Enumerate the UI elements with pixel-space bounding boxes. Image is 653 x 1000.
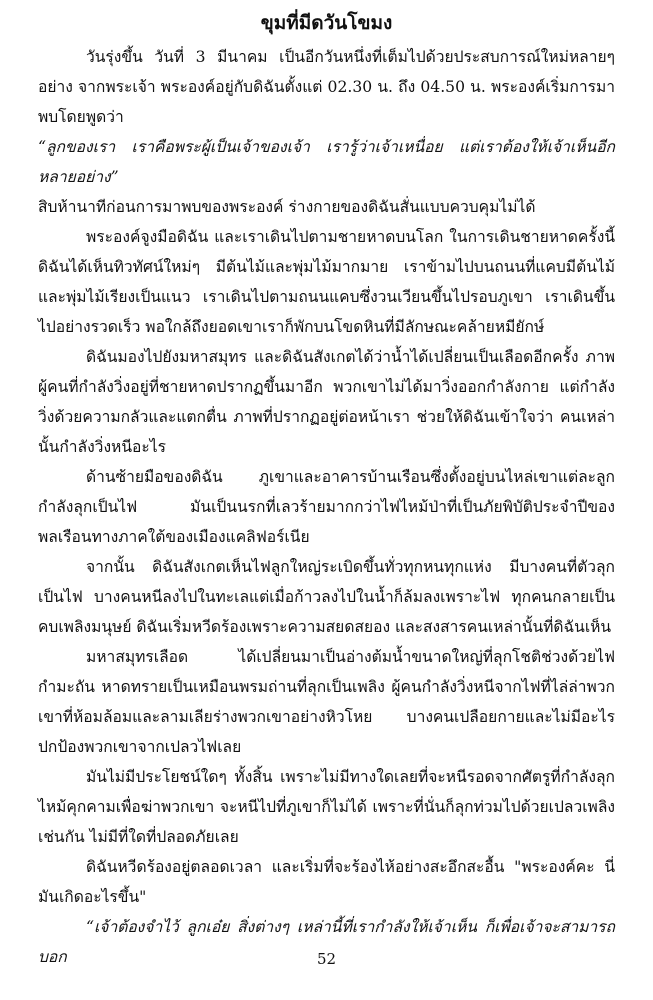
quote-lord-greeting: “ลูกของเรา เราคือพระผู้เป็นเจ้าของเจ้า เรารู้ว่าเจ้าเหนื่อย แต่เราต้องให้เจ้าเห็นอีกหลายอย่าง”: [38, 138, 615, 186]
quote-remember: “เจ้าต้องจำไว้ ลูกเอ๋ย สิ่งต่างๆ เหล่านี้ที่เรากำลังให้เจ้าเห็น ก็เพื่อเจ้าจะสามารถบอก: [38, 918, 615, 966]
paragraph-beach-walk: พระองค์จูงมือดิฉัน และเราเดินไปตามชายหาดบนโลก ในการเดินชายหาดครั้งนี้ ดิฉันได้เห็นทิวทัศน์ใหม่ๆ มีต้นไม้และพุ่มไม้มากมาย เราข้ามไปบนถนนที่แคบมีต้นไม้และพุ่มไม้เรียงเป็นแนว เราเดินไปตามถนนแคบซึ่งวนเวียนขึ้นไปรอบภูเขา เราเดินขึ้นไปอย่างรวดเร็ว พอใกล้ถึงยอดเขาเราก็พักบนโขดหินที่มีลักษณะคล้ายหมียักษ์: [38, 228, 615, 336]
paragraph-fireballs: จากนั้น ดิฉันสังเกตเห็นไฟลูกใหญ่ระเบิดขึ้นทั่วทุกหนทุกแห่ง มีบางคนที่ตัวลุกเป็นไฟ บางคนหนีลงไปในทะเลแต่เมื่อก้าวลงไปในน้ำก็ล้มลงเพราะไฟ ทุกคนกลายเป็นคบเพลิงมนุษย์ ดิฉันเริ่มหวีดร้องเพราะความสยดสยอง และสงสารคนเหล่านั้นที่ดิฉันเห็น: [38, 558, 615, 636]
paragraph-body-shaking: สิบห้านาทีก่อนการมาพบของพระองค์ ร่างกายของดิฉันสั่นแบบควบคุมไม่ได้: [38, 198, 536, 216]
page-title: ขุมที่มีดวันโขมง: [260, 12, 393, 34]
paragraph-ocean-blood: ดิฉันมองไปยังมหาสมุทร และดิฉันสังเกตได้ว่าน้ำได้เปลี่ยนเป็นเลือดอีกครั้ง ภาพผู้คนที่กำลังวิ่งอยู่ที่ชายหาดปรากฏขึ้นมาอีก พวกเขาไม่ได้มาวิ่งออกกำลังกาย แต่กำลังวิ่งด้วยความกลัวและแตกตื่น ภาพที่ปรากฏอยู่ต่อหน้าเรา ช่วยให้ดิฉันเข้าใจว่า คนเหล่านั้นกำลังวิ่งหนีอะไร: [38, 348, 615, 456]
paragraph-mountains-fire: ด้านซ้ายมือของดิฉัน ภูเขาและอาคารบ้านเรือนซึ่งตั้งอยู่บนไหล่เขาแต่ละลูกกำลังลุกเป็นไฟ มันเป็นนรกที่เลวร้ายมากกว่าไฟไหม้ป่าที่เป็นภัยพิบัติประจำปีของพลเรือนทางภาคใต้ของเมืองแคลิฟอร์เนีย: [38, 468, 615, 546]
page-number: 52: [316, 950, 337, 968]
paragraph-no-escape: มันไม่มีประโยชน์ใดๆ ทั้งสิ้น เพราะไม่มีทางใดเลยที่จะหนีรอดจากศัตรูที่กำลังลุกไหม้คุกคามเพื่อฆ่าพวกเขา จะหนีไปที่ภูเขาก็ไม่ได้ เพราะที่นั่นก็ลุกท่วมไปด้วยเปลวเพลิงเช่นกัน ไม่มีที่ใดที่ปลอดภัยเลย: [38, 768, 615, 846]
paragraph-screaming: ดิฉันหวีดร้องอยู่ตลอดเวลา และเริ่มที่จะร้องไห้อย่างสะอึกสะอื้น "พระองค์คะ นี่มันเกิดอะไรขึ้น": [38, 858, 615, 906]
paragraph-ocean-cauldron: มหาสมุทรเลือด ได้เปลี่ยนมาเป็นอ่างต้มน้ำขนาดใหญ่ที่ลุกโชติช่วงด้วยไฟกำมะถัน หาดทรายเป็นเหมือนพรมถ่านที่ลุกเป็นเพลิง ผู้คนกำลังวิ่งหนีจากไฟที่ไล่ล่าพวกเขาที่ห้อมล้อมและลามเลียร่างพวกเขาอย่างหิวโหย บางคนเปลือยกายและไม่มีอะไรปกป้องพวกเขาจากเปลวไฟเลย: [38, 648, 615, 756]
paragraph-march-3: วันรุ่งขึ้น วันที่ 3 มีนาคม เป็นอีกวันหนึ่งที่เต็มไปด้วยประสบการณ์ใหม่หลายๆ อย่าง จากพระเจ้า พระองค์อยู่กับดิฉันตั้งแต่ 02.30 น. ถึง 04.50 น. พระองค์เริ่มการมาพบโดยพูดว่า: [38, 48, 615, 126]
